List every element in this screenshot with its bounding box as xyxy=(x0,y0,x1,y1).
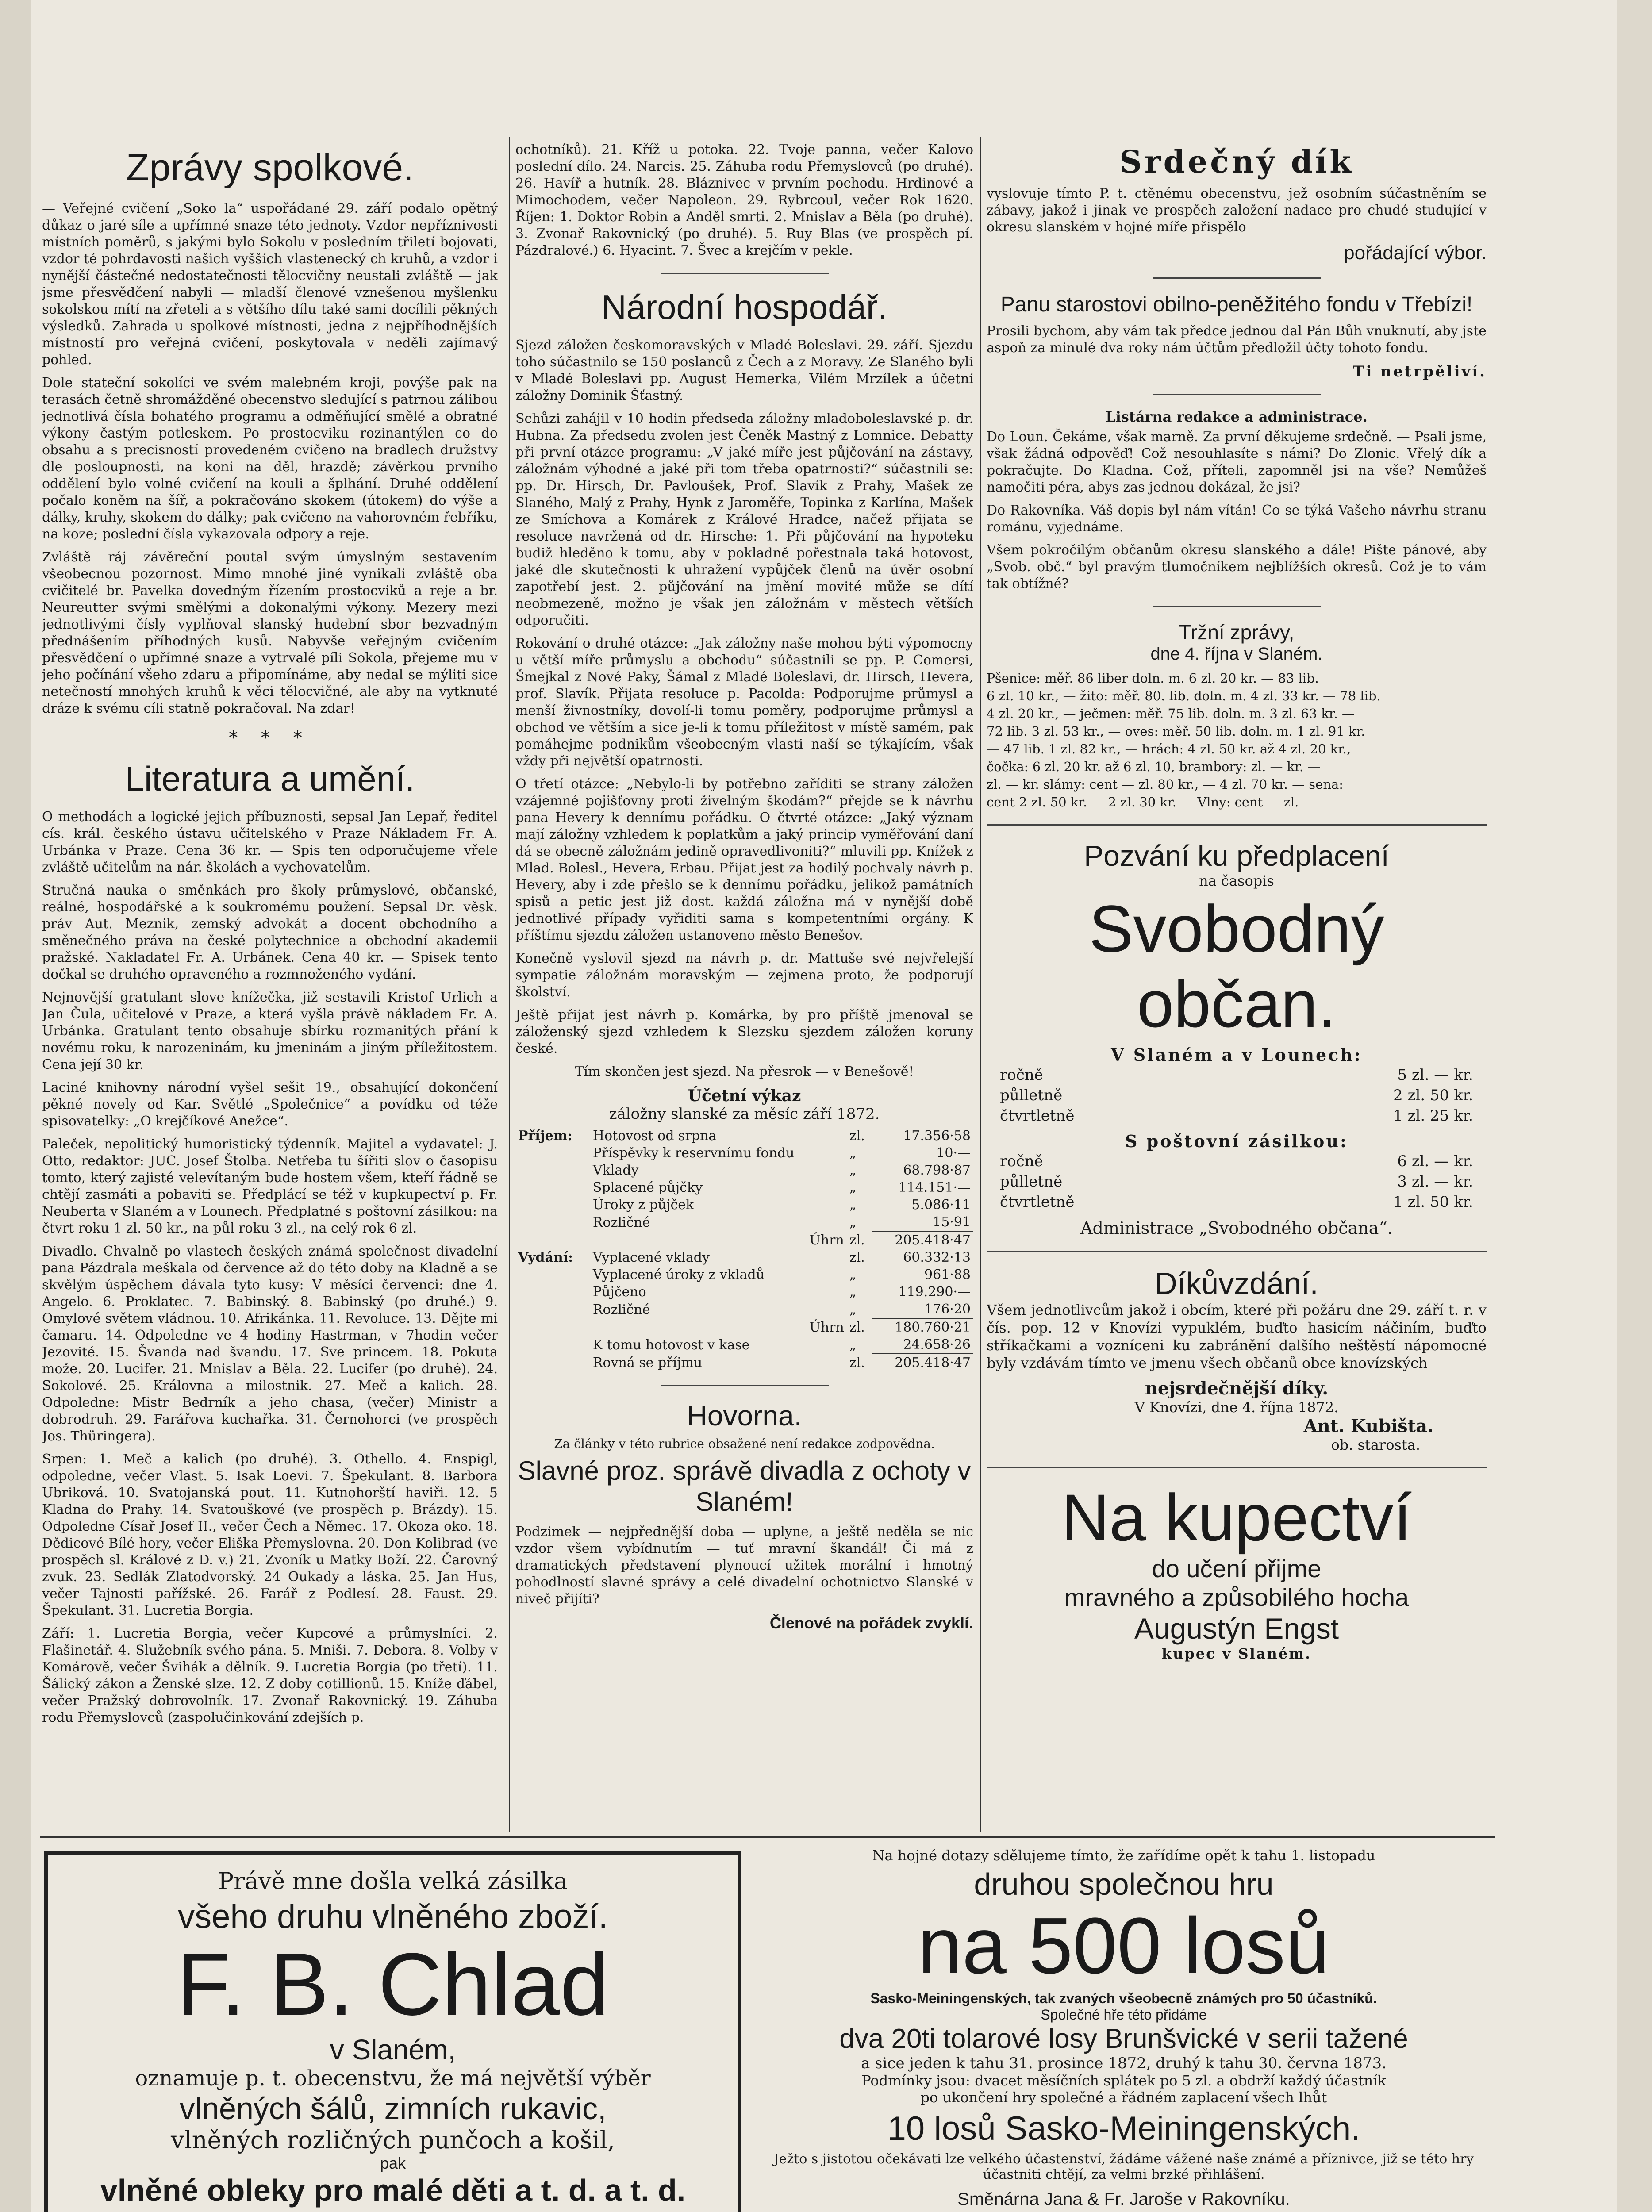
vykaz-table xyxy=(515,1127,973,1371)
table-cell: „ xyxy=(849,1197,857,1213)
ad-line: 10 losů Sasko-Meiningenských. xyxy=(887,2110,1360,2147)
table-cell: 60.332·13 xyxy=(903,1250,971,1265)
literatura-paragraph: Divadlo. Chvalně po vlastech českých známá společnost divadelní pana Pázdrala meškala od července až do této doby na Kladně a se skvělým úspěchem dávala tyto kusy: V měsíci červenci: dne 4. Angelo. 6. Proklatec. 7. Babinský. 8. Babinský (po druhé.) 9. Omylové světem vládnou. 10. Afrikánka. 11. Revoluce. 13. Dějte mi čamaru. 14. Odpoledne ve 4 hodiny Hastrman, v 7hodin večer Jezovité. 15. Švanda nad švandu. 17. Sve princem. 18. Pokuta može. 20. Lucifer. 21. Mnislav a Běla. 22. Lucifer (po druhé). 24. Sokolové. 25. Královna a milostnik. 27. Meč a kalich. 28. Odpoledne: Mistr Bedrník a jeho chasa, (večer) Ministr a dobrodruh. 29. Farářova kuchařka. 31. Černohorci (ve prospěch Jos. Thüringera). xyxy=(42,1244,498,1444)
price-line: 4 zl. 20 kr., — ječmen: měř. 75 lib. doln. m. 3 zl. 63 kr. — xyxy=(987,706,1355,721)
price-line: cent 2 zl. 50 kr. — 2 zl. 30 kr. — Vlny: cent — zl. — — xyxy=(987,795,1333,810)
listarna-paragraph: Všem pokročilým občanům okresu slanského a dále! Pište pánové, aby „Svob. obč.“ byl pravým tlumočníkem nejblížších okresů. Což je to vám tak obtížné? xyxy=(987,542,1487,591)
literatura-paragraph: Září: 1. Lucretia Borgia, večer Kupcové a průmyslníci. 2. Flašinetář. 4. Služebník svého pána. 5. Mniši. 7. Debora. 8. Volby v Komárově, večer Švihák a dělník. 9. Lucretia Borgia (po třetí). 11. Šálický zákon a Ženské slze. 12. Z doby cotillionů. 15. Kníže ďábel, večer Pražský dobrovolník. 17. Zvonař Rakovnický. 19. Záhuba rodu Přemyslovců (zaspolučinkování zdejších p. xyxy=(42,1626,498,1725)
kupectvi-heading: Na kupectví xyxy=(1061,1480,1412,1555)
srdecny-signature: pořádající výbor. xyxy=(1344,242,1487,264)
price-value: 1 zl. 25 kr. xyxy=(1393,1107,1473,1125)
literatura-paragraph: Laciné knihovny národní vyšel sešit 19., obsahující dokončení pěkné novely od Kar. Světlé „Společnice“ a povídku od téže spisovatelky: „O krejčíkové Anežce“. xyxy=(42,1080,498,1129)
price-line: zl. — kr. slámy: cent — zl. 80 kr., — 4 zl. 70 kr. — sena: xyxy=(987,777,1344,792)
table-cell: Úroky z půjček xyxy=(592,1197,694,1213)
literatura-paragraph: Stručná nauka o směnkách pro školy průmyslové, občanské, reálné, hospodářské a k soukromému použení. Sepsal Dr. věsk. práv Aut. Meznik, zemský advokát a docent obchodního a směnečného práva na české polytechnice a obchodní akademii pražské. Nakladatel Fr. A. Urbánek. Cena 40 kr. — Spisek tento dočkal se druhého opraveného a rozmnoženého vydání. xyxy=(42,883,498,982)
srdecny-heading: Srdečný dík xyxy=(1119,143,1354,180)
table-row xyxy=(515,1179,973,1196)
table-cell: „ xyxy=(849,1337,857,1353)
price-period: čtvrtletně xyxy=(1000,1107,1075,1125)
table-cell: zl. xyxy=(849,1319,865,1335)
kupectvi-name: Augustýn Engst xyxy=(1134,1612,1339,1645)
table-cell: 961·88 xyxy=(924,1267,971,1283)
table-cell: 180.760·21 xyxy=(872,1318,973,1336)
table-cell: zl. xyxy=(849,1232,865,1248)
hospodar-paragraph: O třetí otázce: „Nebylo-li by potřebno zaříditi se strany záložen vzájemné pojišťovny proti živelným škodám?“ přejde se k návrhu pana Hevery k dennímu pořádku. O čtvrté otázce: „Jaký význam mají záložny vzhledem k poplatkům a jaký princip vyměřování daní dá se obecně záložnám jedině opravedlivoniti?“ mluvili pp. Knížek z Mlad. Bolesl., Hevera, Erbau. Přijat jest za hodilý pochvaly návrh p. Hevery, aby i zde přešlo se k dennímu pořádku, jelikož památních spisů a petic jest již dost. každá záložna má v nynější době jednotlivé případy vyřiditi sama s kompetentními orgány. K příštímu sjezdu záložen ustanoveno město Benešov. xyxy=(515,776,973,943)
scan-edge-right xyxy=(1617,0,1652,2212)
table-cell: zl. xyxy=(849,1128,865,1144)
table-cell: zl. xyxy=(849,1250,865,1265)
price-period: ročně xyxy=(1000,1152,1043,1170)
list-item xyxy=(1000,1171,1473,1192)
table-row xyxy=(515,1336,973,1354)
price-line: 6 zl. 10 kr., — žito: měř. 80. lib. doln. m. 4 zl. 33 kr. — 78 lib. xyxy=(987,688,1381,703)
table-cell: Vyplacené vklady xyxy=(592,1250,710,1265)
literatura-paragraph: O methodách a logické jejich příbuznosti, sepsal Jan Lepař, ředitel cís. král. českého ústavu učitelského v Praze Nákladem Fr. A. Urbánka v Praze. Cena 36 kr. — Spis ten odporučujeme vřele zvláště učitelům na nár. školách a vychovatelům. xyxy=(42,809,498,875)
dikuvzdani-paragraph: Všem jednotlivcům jakož i obcím, které při požáru dne 29. září t. r. v čís. pop. 12 v Knovízi vypuklém, buďto hasicím náčiním, buďto stříkačkami a vozníceni ku zabránění dalšího neštěstí nápomocné byly vzdávám tímto ve jmenu všech občanů obce knovízských xyxy=(987,1302,1487,1371)
short-rule xyxy=(1153,606,1321,607)
table-cell: „ xyxy=(849,1284,857,1300)
pozvani-heading: Pozvání ku předplacení xyxy=(1084,839,1389,872)
table-row xyxy=(515,1249,973,1266)
table-cell: Vyplacené úroky z vkladů xyxy=(592,1267,765,1283)
section-rule xyxy=(987,1467,1487,1468)
panu-heading: Panu starostovi obilno-peněžitého fondu v Třebízi! xyxy=(1000,293,1473,316)
ad-headline: na 500 losů xyxy=(918,1901,1330,1990)
list-item xyxy=(1000,1106,1473,1126)
ad-line: Na hojné dotazy sdělujeme tímto, že zařídíme opět k tahu 1. listopadu xyxy=(872,1847,1375,1864)
pozvani-post-list xyxy=(987,1151,1487,1212)
left-column xyxy=(42,142,498,1832)
price-period: ročně xyxy=(1000,1066,1043,1084)
panu-paragraph: Prosili bychom, aby vám tak předce jednou dal Pán Bůh vnuknutí, aby jste aspoň za minulé dva roky nám účtům předložil účty tohoto fondu. xyxy=(987,323,1487,356)
pozvani-loc-list xyxy=(987,1065,1487,1126)
zpravy-heading: Zprávy spolkové. xyxy=(126,146,414,189)
price-value: 2 zl. 50 kr. xyxy=(1393,1087,1473,1104)
table-cell: Rozličné xyxy=(592,1214,650,1230)
section-rule xyxy=(987,1251,1487,1252)
lottery-ad xyxy=(752,1847,1495,2212)
zpravy-paragraph: Zvláště ráj závěreční poutal svým úmyslným sestavením všeobecnou pozornost. Mimo mnohé jiné vynikali zvláště oba cvičitelé br. Pavelka dovedným řízením prostocviků a reje a br. Neureutter svými smělými a dokonalými výkony. Mezery mezi jednotlivými čísly vyplňoval slanský hudební sbor bezvadným přednášením příhodných kusů. Nabyvše veřejným cvičením přesvědčení o upřímné snaze a vytrvalé píli Sokola, přejeme mu v jeho počínání všeho zdaru a připomínáme, aby nedal se mýliti sice netečností mnohých kruhů k věci tělocvičné, ale aby na vytknuté dráze k svému cíli statně pokračoval. Na zdar! xyxy=(42,549,498,716)
price-period: půlletně xyxy=(1000,1087,1063,1104)
table-cell: Rovná se příjmu xyxy=(592,1355,703,1371)
list-item xyxy=(1000,1085,1473,1106)
table-cell: 114.151·— xyxy=(898,1180,971,1195)
trzni-subtitle: dne 4. října v Slaném. xyxy=(1150,644,1323,664)
section-separator: * * * xyxy=(229,728,311,748)
table-row xyxy=(515,1144,973,1162)
paper-title: Svobodný občan. xyxy=(1089,891,1384,1041)
short-rule xyxy=(1153,394,1321,395)
section-rule xyxy=(987,824,1487,826)
table-cell: Úhrn xyxy=(809,1319,844,1335)
table-cell: 176·20 xyxy=(924,1302,971,1317)
price-value: 6 zl. — kr. xyxy=(1397,1152,1473,1170)
table-cell: 119.290·— xyxy=(898,1284,971,1300)
column-rule-left xyxy=(509,137,510,1832)
table-row xyxy=(515,1127,973,1144)
price-line: Pšenice: měř. 86 liber doln. m. 6 zl. 20 kr. — 83 lib. xyxy=(987,671,1319,686)
ad-line: oznamuje p. t. obecenstvu, že má největší výběr xyxy=(135,2066,651,2091)
pozvani-sub: na časopis xyxy=(1199,872,1274,889)
price-period: půlletně xyxy=(1000,1173,1063,1190)
hospodar-paragraph: Konečně vyslovil sjezd na návrh p. dr. Mattuše své nejvřelejší sympatie záložnám moravským — zejmena proto, že podporují školství. xyxy=(515,951,973,1000)
list-item xyxy=(1000,1065,1473,1085)
table-cell: Úhrn xyxy=(809,1232,844,1248)
table-cell: 17.356·58 xyxy=(903,1128,971,1144)
ad-line: pak xyxy=(380,2154,406,2172)
vykaz-heading: Účetní výkaz xyxy=(688,1087,801,1105)
table-row xyxy=(515,1354,973,1371)
kupectvi-line: mravného a způsobilého hocha xyxy=(1064,1583,1409,1611)
ad-line: Sasko-Meiningenských, tak zvaných všeobecně známých pro 50 účastníků. xyxy=(870,1990,1377,2006)
price-line: 72 lib. 3 zl. 53 kr., — oves: měř. 50 lib. doln. m. 1 zl. 91 kr. xyxy=(987,724,1365,739)
srdecny-paragraph: vyslovuje tímto P. t. ctěnému obecenstvu, jež osobním súčastněním se zábavy, jakož i jinak ve prospěch založení nadace pro chudé studující v okresu slanském v hojné míře přispělo xyxy=(987,186,1487,235)
trzni-heading: Tržní zprávy, xyxy=(1179,621,1295,644)
table-cell: 10·— xyxy=(936,1145,971,1161)
table-cell: „ xyxy=(849,1267,857,1283)
listarna-paragraph: Do Rakovníka. Váš dopis byl nám vítán! Co se týká Vašeho návrhu stranu románu, vyjednáme. xyxy=(987,503,1487,535)
kupectvi-line: do učení přijme xyxy=(1152,1555,1322,1582)
vykaz-subtitle: záložny slanské za měsíc září 1872. xyxy=(609,1105,880,1123)
literatura-paragraph: Srpen: 1. Meč a kalich (po druhé). 3. Othello. 4. Enspigl, odpoledne, večer Vlast. 5. Isak Loevi. 7. Špekulant. 8. Barbora Ubriková. 10. Svatojanská pout. 11. Kutnohorští haviři. 12. 5 Kladna do Prahy. 14. Svatouškové (ve prospěch p. Brázdy). 15. Odpoledne Císař Josef II., večer Čech a Němec. 17. Okoza oko. 18. Dědicové Bílé hory, večer Eliška Přemyslovna. 20. Don Kolibrad (ve prospěch sl. Králové z D. v.) 21. Zvoník u Matky Boží. 22. Čarovný zvuk. 23. Sedlák Zlatodvorský. 24 Oukady a láska. 25. Jan Hus, večer Tajnosti pařížské. 26. Farář z Podlesí. 28. Faust. 29. Špekulant. 31. Lucretia Borgia. xyxy=(42,1452,498,1618)
table-row xyxy=(515,1214,973,1231)
prijem-label: Příjem: xyxy=(518,1128,572,1144)
table-cell: „ xyxy=(849,1302,857,1317)
table-cell: 68.798·87 xyxy=(903,1163,971,1178)
hospodar-paragraph: Rokování o druhé otázce: „Jak záložny naše mohou býti výpomocny u větší míře průmyslu a obchodu“ súčastnili se pp. P. Comersi, Šmejkal z Nové Paky, Šámal z Mladé Boleslavi, dr. Hirsch, Hevera, prof. Slavík. Přijata resoluce p. Pacolda: Podporujme průmysl a menší živnostníky, dovolí-li tomu poměry, podporujme průmysl a obchod ve větším a sice je-li k tomu příležitost v místě samém, pak pomáhejme podnikům všeobecným vlasti naší se týkajícím, však vždy při největší opatrnosti. xyxy=(515,636,973,769)
literatura-heading: Literatura a umění. xyxy=(125,759,415,798)
short-rule xyxy=(1153,277,1321,279)
ad-line: Společné hře této přidáme xyxy=(1041,2007,1207,2023)
table-row xyxy=(515,1231,973,1249)
table-row xyxy=(515,1196,973,1214)
dikuvzdani-role: ob. starosta. xyxy=(1331,1436,1420,1453)
short-rule xyxy=(661,273,829,274)
column-rule-right xyxy=(980,137,981,1832)
table-cell: „ xyxy=(849,1180,857,1195)
table-cell: „ xyxy=(849,1145,857,1161)
divadlo-continuation: ochotníků). 21. Kříž u potoka. 22. Tvoje panna, večer Kalovo poslední dílo. 24. Narcis. 25. Záhuba rodu Přemyslovců (po druhé). 26. Havíř a hutník. 28. Bláznivec v prvním pochodu. Hrdinové a Mimochodem, večer Napoleon. 29. Rybrcoul, večer Rok 1620. Říjen: 1. Doktor Robin a Anděl smrti. 2. Mnislav a Běla (po druhé). 3. Zvonař Rakovnický (po druhé). 5. Ruy Blas (ve prospěch pí. Pázdralové.) 6. Hyacint. 7. Švec a krejčím v pekle. xyxy=(515,142,973,258)
hospodar-heading: Národní hospodář. xyxy=(601,288,887,326)
hovorna-subheading: Slavné proz. správě divadla z ochoty v Slaném! xyxy=(518,1456,971,1517)
ad-line: a sice jeden k tahu 31. prosince 1872, druhý k tahu 30. června 1873. xyxy=(861,2055,1387,2072)
zpravy-paragraph: — Veřejné cvičení „Soko la“ uspořádané 29. září podalo opětný důkaz o jaré síle a upřímné snaze této jednoty. Vzdor nepříznivosti místních poměrů, s jakými bylo Sokolu v posledním třiletí bojovati, vzdor té pohrdavosti našich vyšších vlastenecký ch kruhů, a vzdor i nynější částečné nedostatečnosti tělocvičny neustali zvláště — jak jsme přesvědčení nabyli — mladší členové vznešenou myšlenku sokolskou mítí na zřeteli a s většího dílu také sami docílili pěkných výsledků. Zahrada u spolkové místnosti, jedna z nejpříhodnějších místností pro veřejná cvičení, poskytovala v neděli zajímavý pohled. xyxy=(42,201,498,368)
price-value: 1 zl. 50 kr. xyxy=(1393,1193,1473,1211)
table-cell: „ xyxy=(849,1163,857,1178)
table-cell: 205.418·47 xyxy=(872,1231,973,1249)
dikuvzdani-heading: Díkůvzdání. xyxy=(1155,1266,1318,1301)
dikuvzdani-name: Ant. Kubišta. xyxy=(1303,1416,1433,1436)
table-cell: 205.418·47 xyxy=(872,1354,973,1371)
hospodar-paragraph: Schůzi zahájil v 10 hodin předseda záložny mladoboleslavské p. dr. Hubna. Za předsedu zvolen jest Čeněk Mastný z Lomnice. Debatty při první otázce programu: „V jaké míře jest půjčování na zástavy, záložnám výhodné a jaké při tom třeba opatrnosti?“ súčastnili se: pp. Dr. Hirsch, Dr. Pavloušek, Prof. Slavík z Prahy, Mašek ze Slaného, Malý z Prahy, Hynk z Jaroměře, Topinka z Karlína, Mašek ze Smíchova a Komárek z Králové Hradce, načež přijata se resoluce navržená od dr. Hirsche: 1. Při půjčování na hypoteku budiž hleděno k tomu, aby v pokladně pořestnala taká hotovost, jaké dle skutečnosti k uhražení vypůjček členů na úvěr osobní zapotřebí jest. 2. půjčování na jmění movité může se dítí neobmezeně, možno je však jen záložnám v městech větších odporučiti. xyxy=(515,411,973,628)
vydani-label: Vydání: xyxy=(518,1250,573,1265)
ad-line: všeho druhu vlněného zboží. xyxy=(178,1898,608,1936)
table-cell: Rozličné xyxy=(592,1302,650,1317)
table-row xyxy=(515,1318,973,1336)
ad-line: dva 20ti tolarové losy Brunšvické v serii tažené xyxy=(839,2024,1408,2054)
price-value: 3 zl. — kr. xyxy=(1397,1173,1473,1190)
hovorna-signature: Členové na pořádek zvyklí. xyxy=(769,1614,973,1632)
hospodar-paragraph: Tím skončen jest sjezd. Na přesrok — v Benešově! xyxy=(575,1064,914,1079)
table-cell: „ xyxy=(849,1214,857,1230)
ad-line: druhou společnou hru xyxy=(974,1867,1274,1901)
ad-line: v Slaném, xyxy=(330,2034,456,2066)
table-cell: 24.658·26 xyxy=(903,1337,971,1352)
price-value: 5 zl. — kr. xyxy=(1397,1066,1473,1084)
ads-divider xyxy=(40,1836,1495,1838)
ad-signature: Směnárna Jana & Fr. Jaroše v Rakovníku. xyxy=(957,2189,1290,2209)
price-period: čtvrtletně xyxy=(1000,1193,1075,1211)
ad-merchant: F. B. Chlad xyxy=(176,1935,610,2034)
listarna-heading: Listárna redakce a administrace. xyxy=(1106,408,1368,425)
table-cell: K tomu hotovost v kase xyxy=(592,1337,750,1353)
table-cell: Příspěvky k reservnímu fondu xyxy=(592,1145,795,1161)
middle-column xyxy=(515,142,973,1832)
table-cell: Půjčeno xyxy=(592,1284,646,1300)
ad-line: vlněných rozličných punčoch a košil, xyxy=(170,2126,615,2154)
table-row xyxy=(515,1266,973,1283)
table-row xyxy=(515,1283,973,1301)
hovorna-heading: Hovorna. xyxy=(687,1400,802,1432)
table-cell: zl. xyxy=(849,1355,865,1371)
hospodar-paragraph: Ještě přijat jest návrh p. Komárka, by pro příště jmenoval se záloženský sjezd vzhledem k Slezsku sjezdem záložen koruny české. xyxy=(515,1007,973,1056)
pozvani-loc-title: V Slaném a v Lounech: xyxy=(1111,1045,1362,1065)
price-line: čočka: 6 zl. 20 kr. až 6 zl. 10, brambory: zl. — kr. — xyxy=(987,759,1321,774)
right-column xyxy=(987,142,1487,1832)
zpravy-paragraph: Dole stateční sokolíci ve svém malebném kroji, povýše pak na terasách četně shromážděné obecenstvo sledující s patrnou zálibou jednotlivá čísla bohatého programu a odměňující smělé a obratné výkony častým potleskem. Po prostocviku rozinantýlen co do obsahu a s precisností provedeném cvičeno na bradlech družstvy dle posloupnosti, na koni na děl, hrazdě; závěrkou prvního oddělení bylo volné cvičení na kouli a šplhání. Druhé oddělení počalo koněm na šíř, a pokračováno skokem (útokem) do výše a dálky, kruhy, skokem do dálky; pak cvičeno na vahorovném řebříku, na koze; poslední čísla vykazovala odpory a reje. xyxy=(42,375,498,542)
pozvani-admin: Administrace „Svobodného občana“. xyxy=(1080,1218,1393,1238)
ad-line: vlněných šálů, zimních rukavic, xyxy=(179,2091,607,2126)
ad-line: vlněné obleky pro malé děti a t. d. a t. d. xyxy=(100,2173,686,2208)
table-cell: Vklady xyxy=(592,1163,639,1178)
scan-edge-left xyxy=(0,0,31,2212)
table-cell: Hotovost od srpna xyxy=(592,1128,717,1144)
hovorna-paragraph: Podzimek — nejpřednější doba — uplyne, a ještě neděla se nic vzdor všem vybídnutím — tuť mravní škandál! Či má z dramatických představení plynoucí užitek morální i hmotný pohodlností slavné správy a celé divadelní ochotnictvo Slanské v niveč přijíti? xyxy=(515,1524,973,1607)
ad-line: Podmínky jsou: dvacet měsíčních splátek po 5 zl. a obdrží každý účastník xyxy=(861,2072,1386,2089)
table-row xyxy=(515,1162,973,1179)
list-item xyxy=(1000,1192,1473,1212)
literatura-paragraph: Paleček, nepolitický humoristický týdenník. Majitel a vydavatel: J. Otto, redaktor: JUC. Josef Štolba. Netřeba tu šířiti slov o časopisu tomto, který zajisté velevítaným bude hostem všem, kteří řádně se chtějí zasmáti a pobaviti se. Předplácí se též v kupkupectví p. Fr. Neuberta v Slaném a v Lounech. Předplatné s poštovní zásilkou: na čtvrt roku 1 zl. 50 kr., na půl roku 3 zl., na celý rok 6 zl. xyxy=(42,1137,498,1236)
table-cell: 5.086·11 xyxy=(911,1197,971,1213)
trzni-prices xyxy=(987,669,1487,811)
list-item xyxy=(1000,1151,1473,1171)
table-cell: Splacené půjčky xyxy=(592,1180,703,1195)
ad-line: Ježto s jistotou očekávati lze velkého účastenství, žádáme vážené naše známé a příznivce, již se této hry účastniti chtějí, za velmi brzké přihlášení. xyxy=(773,2151,1474,2182)
hospodar-paragraph: Sjezd záložen českomoravských v Mladé Boleslavi. 29. září. Sjezdu toho súčastnilo se 150 poslanců z Čech a z Moravy. Ze Slaného byli v Mladé Boleslavi pp. August Hemerka, Vilém Mrzílek a účetní záložny Dominik Šťastný. xyxy=(515,338,973,403)
dikuvzdani-date: V Knovízi, dne 4. října 1872. xyxy=(1134,1399,1339,1416)
listarna-paragraph: Do Loun. Čekáme, však marně. Za první děkujeme srdečně. — Psali jsme, však žádná odpověď! Což nesouhlasíte s námi? Do Zlonic. Vřelý dík a pokračujte. Do Kladna. Což, příteli, zapomněl jsi na vše? Nemůžeš namočiti péra, abys zas jednou dokázal, že jsi? xyxy=(987,429,1487,495)
literatura-paragraph: Nejnovější gratulant slove knížečka, již sestavili Kristof Urlich a Jan Čula, učitelové v Praze, a která vyšla právě nákladem Fr. A. Urbánka. Gratulant tento obsahuje sbírku rozmanitých přání k novému roku, k narozeninám, ku jmeninám a jiným příležitostem. Cena její 30 kr. xyxy=(42,990,498,1072)
price-line: — 47 lib. 1 zl. 82 kr., — hrách: 4 zl. 50 kr. až 4 zl. 20 kr., xyxy=(987,741,1351,757)
short-rule xyxy=(661,1385,829,1386)
hovorna-note: Za články v této rubrice obsažené není redakce zodpovědna. xyxy=(554,1436,935,1451)
pozvani-post-title: S poštovní zásilkou: xyxy=(1125,1131,1348,1151)
table-cell: 15·91 xyxy=(933,1214,971,1230)
ad-line: Právě mne došla velká zásilka xyxy=(218,1868,568,1895)
ad-line: po ukončení hry společné a řádném zaplacení všech lhůt xyxy=(920,2089,1327,2106)
dikuvzdani-thanks: nejsrdečnější díky. xyxy=(1145,1378,1329,1399)
table-row xyxy=(515,1301,973,1318)
chlad-ad xyxy=(44,1851,741,2212)
kupectvi-line: kupec v Slaném. xyxy=(1161,1645,1312,1662)
panu-signature: Ti netrpěliví. xyxy=(1353,363,1487,380)
